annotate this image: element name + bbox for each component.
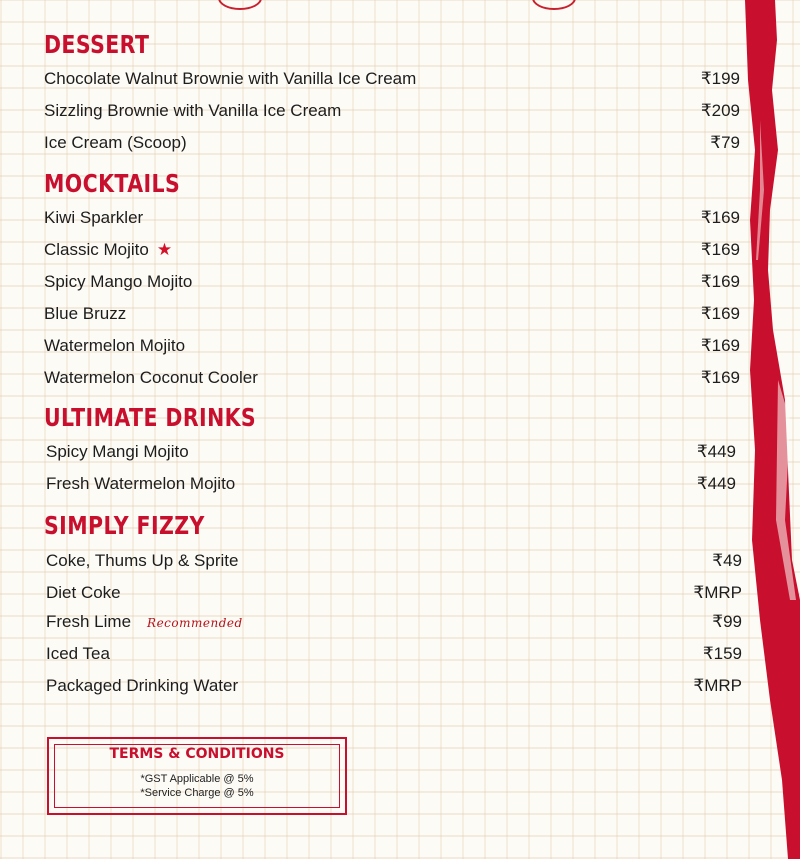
item-name: Ice Cream (Scoop) bbox=[44, 133, 187, 152]
menu-item bbox=[46, 548, 742, 574]
item-price: ₹199 bbox=[700, 69, 740, 88]
red-brush-stroke bbox=[730, 0, 800, 859]
terms-line: *Service Charge @ 5% bbox=[140, 787, 254, 799]
item-name-text: Classic Mojito bbox=[44, 240, 149, 259]
item-name bbox=[46, 609, 243, 636]
decorative-arc-right bbox=[532, 0, 576, 10]
item-price: ₹169 bbox=[700, 304, 740, 323]
item-price: ₹449 bbox=[696, 442, 736, 461]
section-title-mocktails: MOCKTAILS bbox=[44, 169, 181, 198]
terms-title: TERMS & CONDITIONS bbox=[109, 746, 285, 762]
menu-item bbox=[44, 269, 740, 295]
item-name: Packaged Drinking Water bbox=[46, 676, 239, 695]
menu-item bbox=[44, 130, 740, 156]
item-name: Coke, Thums Up & Sprite bbox=[46, 551, 239, 570]
item-price: ₹169 bbox=[700, 208, 740, 227]
menu-item bbox=[46, 439, 736, 465]
item-name: Watermelon Coconut Cooler bbox=[44, 368, 258, 387]
item-name bbox=[44, 237, 172, 263]
item-name: Sizzling Brownie with Vanilla Ice Cream bbox=[44, 101, 342, 120]
recommended-tag: Recommended bbox=[147, 616, 243, 630]
item-price: ₹79 bbox=[710, 133, 740, 152]
menu-item bbox=[46, 580, 742, 606]
menu-item bbox=[46, 609, 742, 635]
section-title-simply-fizzy: SIMPLY FIZZY bbox=[44, 511, 205, 540]
item-price: ₹49 bbox=[712, 551, 742, 570]
item-price: ₹169 bbox=[700, 336, 740, 355]
menu-item bbox=[44, 98, 740, 124]
item-price: ₹449 bbox=[696, 474, 736, 493]
menu-item bbox=[46, 673, 742, 699]
item-name: Chocolate Walnut Brownie with Vanilla Ice Cream bbox=[44, 69, 417, 88]
section-title-ultimate-drinks: ULTIMATE DRINKS bbox=[44, 403, 257, 432]
menu-item bbox=[46, 471, 736, 497]
item-name: Diet Coke bbox=[46, 583, 121, 602]
menu-item bbox=[44, 365, 740, 391]
item-name: Spicy Mango Mojito bbox=[44, 272, 193, 291]
menu-item bbox=[44, 237, 740, 263]
terms-box bbox=[47, 737, 347, 815]
item-name: Watermelon Mojito bbox=[44, 336, 186, 355]
item-price: ₹169 bbox=[700, 272, 740, 291]
item-name: Spicy Mangi Mojito bbox=[46, 442, 189, 461]
item-price: ₹169 bbox=[700, 368, 740, 387]
menu-item bbox=[44, 205, 740, 231]
star-icon: ★ bbox=[156, 240, 173, 259]
menu-item bbox=[44, 66, 740, 92]
item-price: ₹99 bbox=[712, 612, 742, 631]
terms-line: *GST Applicable @ 5% bbox=[140, 773, 254, 785]
section-title-dessert: DESSERT bbox=[44, 30, 150, 59]
menu-item bbox=[46, 641, 742, 667]
item-price: ₹MRP bbox=[693, 583, 742, 602]
menu-item bbox=[44, 301, 740, 327]
item-price: ₹MRP bbox=[693, 676, 742, 695]
menu-item bbox=[44, 333, 740, 359]
item-name: Kiwi Sparkler bbox=[44, 208, 144, 227]
item-price: ₹209 bbox=[700, 101, 740, 120]
item-name: Iced Tea bbox=[46, 644, 110, 663]
item-price: ₹169 bbox=[700, 240, 740, 259]
item-name: Fresh Watermelon Mojito bbox=[46, 474, 236, 493]
item-price: ₹159 bbox=[702, 644, 742, 663]
item-name-text: Fresh Lime bbox=[46, 612, 132, 631]
decorative-arc-left bbox=[218, 0, 262, 10]
item-name: Blue Bruzz bbox=[44, 304, 127, 323]
